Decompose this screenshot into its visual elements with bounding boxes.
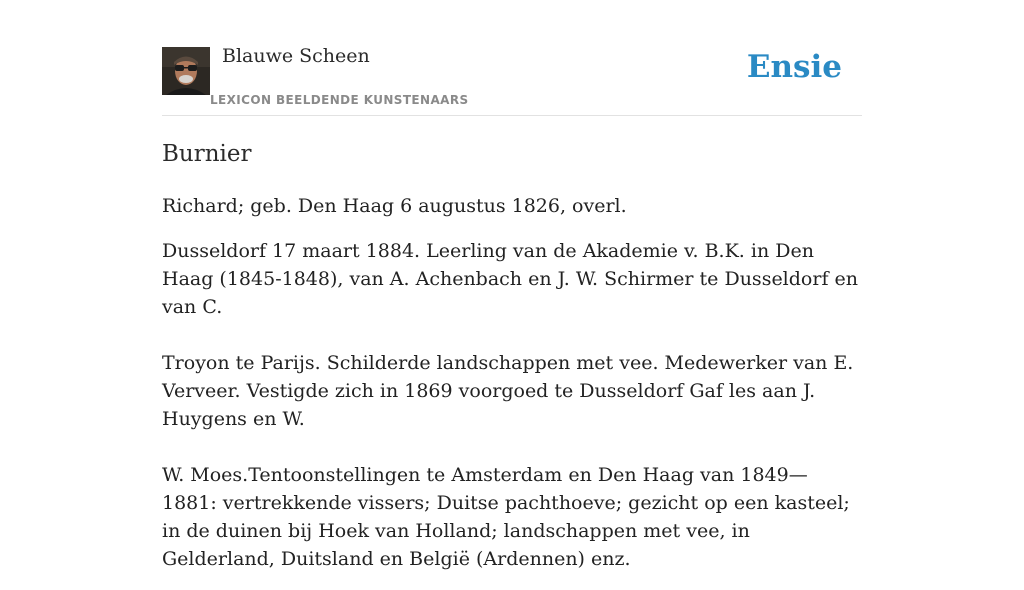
article-paragraph: Dusseldorf 17 maart 1884. Leerling van de Akademie v. B.K. in Den Haag (1845-1848), van A. Achenbach en J. W. Schirmer te Dusseldorf en van C. Troyon te Parijs. Schilderde landschappen met vee. Medewerker van E. Verveer. Vestigde zich in 1869 voorgoed te Dusseldorf Gaf les aan J. Huygens en W. W. Moes.Tentoonstellingen te Amsterdam en Den Haag van 1849—1881: vertrekkende vissers; Duitse pachthoeve; gezicht op een kasteel; in de duinen bij Hoek van Holland; landschappen met vee, in Gelderland, Duitsland en België (Ardennen) enz. [162, 240, 858, 570]
header [162, 0, 862, 116]
ensie-logo[interactable]: Ensie [746, 49, 842, 85]
article [162, 138, 862, 590]
avatar-photo-icon [162, 47, 210, 95]
article-title: Burnier [162, 141, 252, 167]
article-paragraph: Richard; geb. Den Haag 6 augustus 1826, overl. [162, 195, 627, 217]
author-avatar[interactable] [162, 47, 210, 95]
collection-label[interactable]: LEXICON BEELDENDE KUNSTENAARS [210, 93, 469, 107]
author-name[interactable]: Blauwe Scheen [222, 45, 370, 67]
